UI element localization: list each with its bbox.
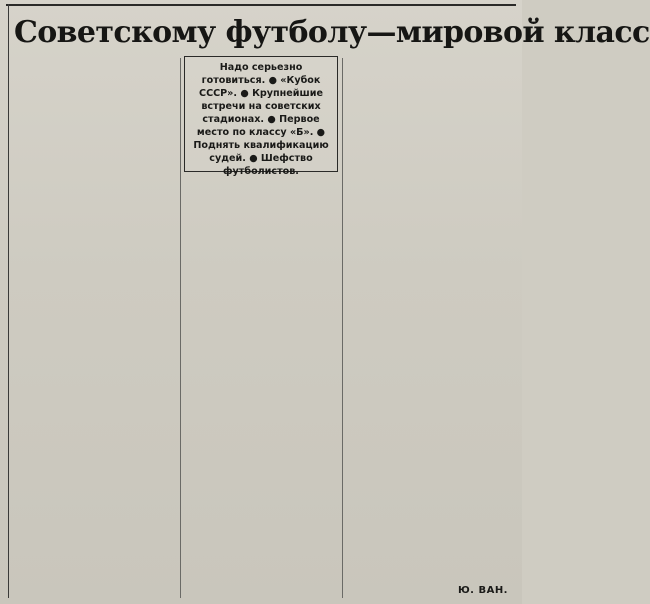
subheading-box bbox=[184, 56, 338, 177]
headline: Советскому футболу—мировой класс bbox=[14, 15, 650, 50]
column-divider bbox=[342, 58, 343, 598]
top-rule bbox=[6, 4, 516, 6]
byline: Ю. ВАН. bbox=[457, 585, 508, 596]
column-divider bbox=[180, 58, 181, 598]
left-margin-rule bbox=[8, 4, 9, 598]
subheading: Надо серьезно готовиться. ● «Кубок СССР». ● Крупнейшие встречи на советских стадионах. ● Первое место по классу «Б». ● Поднять квалификацию судей. ● Шефство футболистов. bbox=[193, 62, 329, 177]
